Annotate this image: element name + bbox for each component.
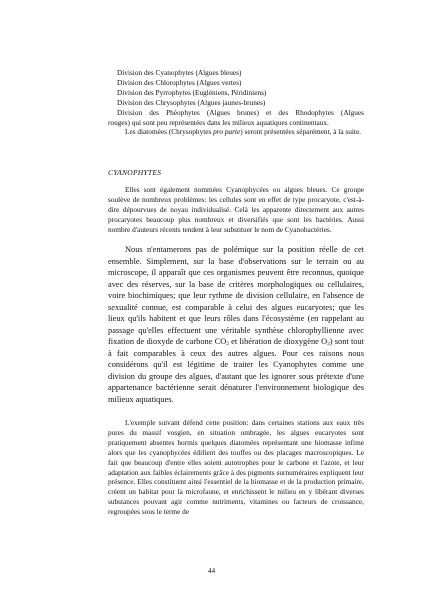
diatom-note — [108, 127, 364, 137]
co2-subscript: 2 — [226, 342, 229, 347]
o2-subscript: 2 — [327, 342, 330, 347]
position-paragraph-container — [108, 244, 364, 405]
division-pheophytes: Division des Phéophytes (Algues brunes) et des Rhodophytes (Algues — [117, 107, 364, 117]
division-pyrrophytes: Division des Pyrrophytes (Eugléniens, Péridiniens) — [117, 87, 267, 97]
example-paragraph: L'exemple suivant défend cette position: dans certaines stations aux eaux très pures du massif vosgien, en situation ombragée, les algues eucaryotes sont pratiquement absentes hormis quelques diatomées représentant une biomasse infime alors que les cyanophycées édifient des touffes ou des placages macroscopiques. Le fait que beaucoup d'entre elles soient autotrophes pour le carbone et l'azote, et leur adaptation aux faibles éclairements grâce à des pigments surnuméraires expliquent leur présence. Elles constituent ainsi l'essentiel de la biomasse et de la production primaire, créent un habitat pour la microfaune, et enrichissent le milieu en y libérant diverses substances pouvant agir comme nutriments, vitamines ou facteurs de croissance, regroupées sous le terme de — [108, 418, 364, 517]
example-paragraph-container — [108, 418, 364, 517]
divisions-list — [108, 68, 364, 137]
section-heading: CYANOPHYTES — [108, 168, 162, 177]
position-text-3: ) sont tout à fait comparables à ceux des autres algues. Pour ces raisons nous considérons qu'il est légitime de traiter les Cyanophytes comme une division du groupe des algues, d'autant que les ignorer sous prétexte d'une appartenance bactérienne serait dénaturer l'environnement biologique des milieux aquatiques. — [108, 337, 365, 404]
diatom-note-emphasis: pro parte — [213, 127, 241, 137]
position-text-2: et libération de dioxygène O — [228, 337, 328, 346]
position-text-1: Nous n'entamerons pas de polémique sur la position réelle de cet ensemble. Simplement, sur la base d'observations sur le terrain ou au microscope, il apparaît que ces organismes peuvent être reconnus, quoique avec des réserves, sur la base de critères morphologiques ou cellulaires, voire biochimiques; que leur rythme de division cellulaire, en l'absence de sexualité connue, est comparable à celui des algues eucaryotes; que les lieux qu'ils habitent et que leurs rôles dans l'écosystème (en rappelant au passage qu'elles effectuent une véritable synthèse chlorophyllienne avec fixation de dioxyde de carbone CO — [108, 245, 364, 346]
diatom-note-text-end: ) seront présentées séparément, à la suite. — [240, 127, 362, 137]
division-chlorophytes: Division des Chlorophytes (Algues vertes) — [117, 77, 242, 87]
division-cyanophytes: Division des Cyanophytes (Algues bleues) — [117, 68, 242, 77]
division-chrysophytes: Division des Chrysophytes (Algues jaunes-brunes) — [117, 97, 266, 107]
intro-paragraph-container — [108, 185, 364, 235]
page-number: 44 — [207, 566, 216, 575]
intro-paragraph: Elles sont également nommées Cyanophycées ou algues bleues. Ce groupe soulève de nombreux problèmes: les cellules sont en effet de type procaryote, c'est-à-dire dépourvues de noyau individualisé. Celà les apparente directement aux autres procaryotes beaucoup plus nombreux et diversifiés que sont les bactéries. Aussi nombre d'auteurs récents tendent à leur substituer le nom de Cyanobactéries. — [108, 185, 364, 234]
division-pheophytes-continuation: rouges) qui sont peu représentées dans les milieux aquatiques continentaux. — [108, 117, 329, 127]
diatom-note-text: Les diatomées (Chrysophytes — [125, 127, 214, 137]
position-paragraph — [108, 244, 364, 405]
